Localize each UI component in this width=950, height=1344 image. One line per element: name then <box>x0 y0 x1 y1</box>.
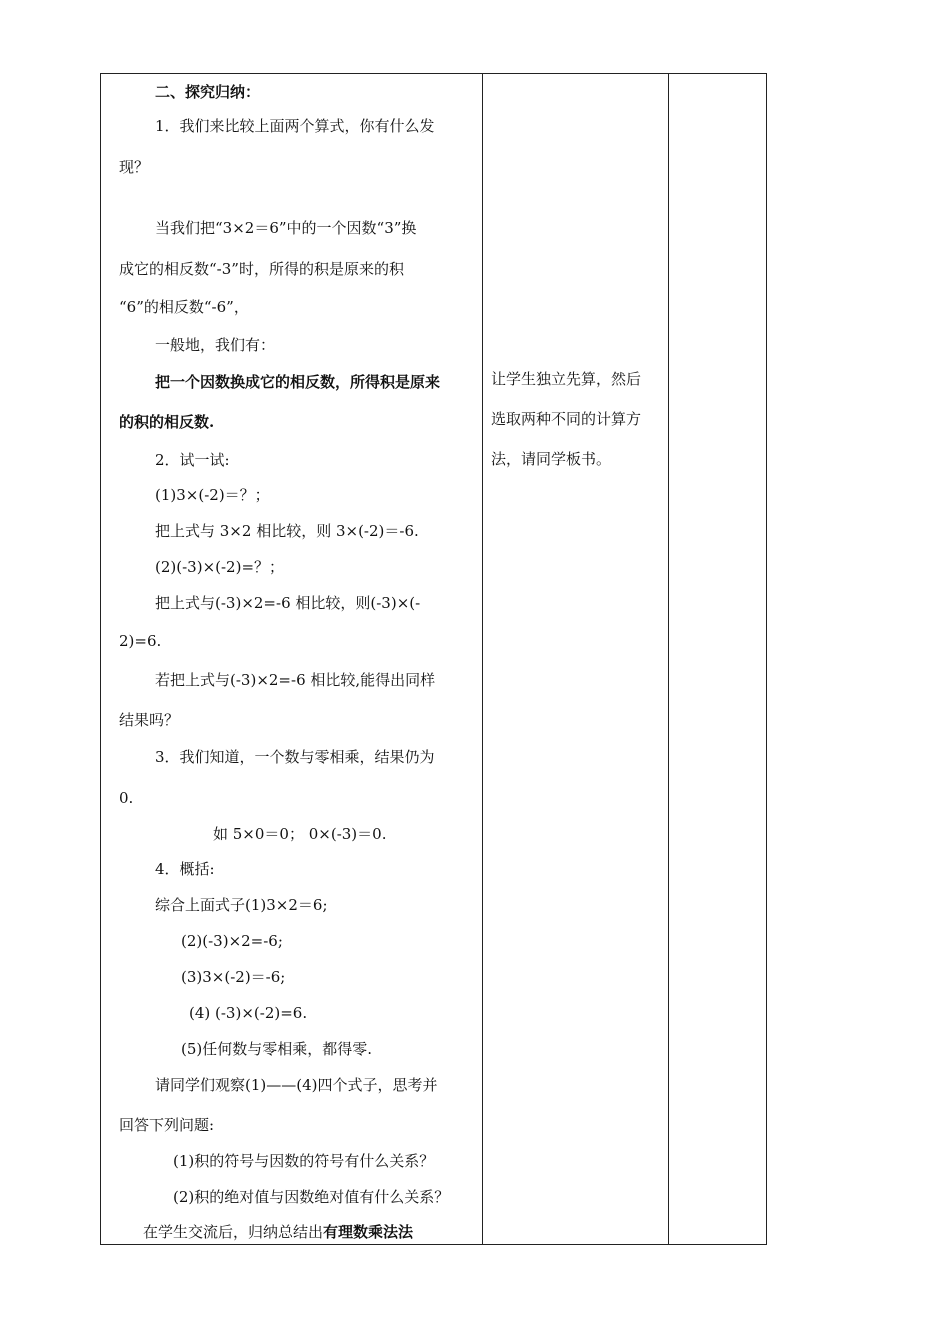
observe-question-1: (1)积的符号与因数的符号有什么关系？ <box>173 1152 435 1170</box>
paragraph-1-line-1: 当我们把“3×2＝6”中的一个因数“3”换 <box>155 219 417 237</box>
exercise-2-answer-line-1: 把上式与(-3)×2=-6 相比较，则(-3)×(- <box>155 594 421 612</box>
rule-line-1: 把一个因数换成它的相反数，所得积是原来 <box>155 373 441 391</box>
summary-2: (2)(-3)×2=-6; <box>181 932 283 950</box>
question-3-example: 如 5×0＝0； 0×(-3)＝0. <box>213 825 387 843</box>
question-3-line-2: 0. <box>119 789 134 807</box>
paragraph-1-line-2: 成它的相反数“-3”时，所得的积是原来的积 <box>119 260 404 278</box>
section-title: 二、探究归纳： <box>155 83 261 101</box>
paragraph-2: 一般地，我们有： <box>155 336 276 354</box>
observe-line-1: 请同学们观察(1)——(4)四个式子，思考并 <box>155 1076 438 1094</box>
exercise-3-line-2: 结果吗？ <box>119 711 180 729</box>
exercise-2: (2)(-3)×(-2)=？； <box>155 558 285 576</box>
note-line-3: 法，请同学板书。 <box>491 450 612 468</box>
observe-question-2: (2)积的绝对值与因数绝对值有什么关系？ <box>173 1188 450 1206</box>
summary-4: (4) (-3)×(-2)=6. <box>189 1004 308 1022</box>
exercise-3-line-1: 若把上式与(-3)×2=-6 相比较,能得出同样 <box>155 671 436 689</box>
question-2: 2．试一试: <box>155 451 230 469</box>
summary-1: 综合上面式子(1)3×2＝6; <box>155 896 328 914</box>
exercise-2-answer-line-2: 2)=6. <box>119 632 162 650</box>
exercise-1-answer: 把上式与 3×2 相比较，则 3×(-2)＝-6. <box>155 522 419 540</box>
question-1-cont: 现？ <box>119 158 150 176</box>
observe-line-2: 回答下列问题: <box>119 1116 215 1134</box>
rule-line-2: 的积的相反数. <box>119 413 215 431</box>
closing-line <box>143 1222 413 1242</box>
teaching-content-cell <box>101 74 483 1245</box>
question-4: 4．概括: <box>155 860 215 878</box>
summary-5: (5)任何数与零相乘，都得零. <box>181 1040 373 1058</box>
closing-bold-text: 有理数乘法法 <box>323 1223 414 1241</box>
question-3-line-1: 3．我们知道，一个数与零相乘，结果仍为 <box>155 748 435 766</box>
lesson-plan-table <box>100 73 767 1245</box>
remarks-cell <box>669 74 767 1245</box>
summary-3: (3)3×(-2)＝-6; <box>181 968 286 986</box>
teacher-notes-cell <box>483 74 669 1245</box>
closing-text: 在学生交流后，归纳总结出 <box>143 1223 324 1241</box>
question-1: 1．我们来比较上面两个算式，你有什么发 <box>155 117 435 135</box>
note-line-2: 选取两种不同的计算方 <box>491 410 642 428</box>
exercise-1: (1)3×(-2)＝？； <box>155 486 270 504</box>
paragraph-1-line-3: “6”的相反数“-6”， <box>119 298 249 316</box>
note-line-1: 让学生独立先算，然后 <box>491 370 642 388</box>
